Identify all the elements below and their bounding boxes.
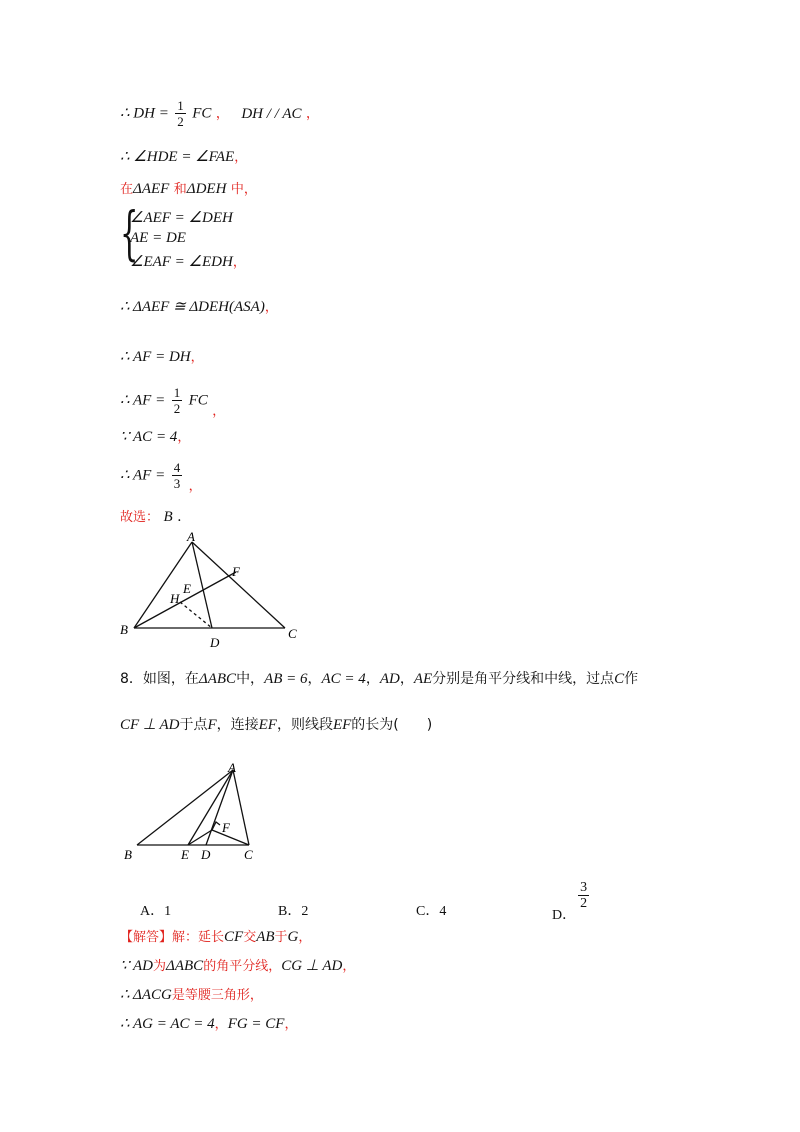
left-brace: { [120, 199, 139, 267]
question-math: AE [413, 671, 433, 687]
solution-text: 的角平分线， [203, 959, 282, 974]
figure-triangle-2 [112, 756, 272, 866]
fraction-denominator: 2 [580, 896, 588, 911]
comma: ， [232, 255, 246, 270]
option-d-label: D． [552, 907, 577, 923]
fraction-numerator: 1 [177, 98, 184, 113]
fraction-four-thirds [172, 460, 183, 491]
question-math: AC = 4 [321, 671, 366, 687]
label-e: E [181, 847, 189, 862]
system-row-1: ∠AEF = ∠DEH [130, 210, 233, 226]
solution-text: 为 [153, 959, 167, 974]
solution-math: CG ⊥ AD [281, 958, 343, 974]
period: . [177, 509, 182, 525]
question-text: 的长为 [351, 717, 394, 733]
step-math: ΔDEH [186, 181, 227, 197]
option-b[interactable] [278, 900, 308, 920]
solution-math: ∵ AD [120, 958, 154, 974]
comma: ， [234, 150, 248, 165]
step-af-dh [120, 348, 204, 367]
fraction-numerator: 4 [173, 460, 181, 475]
option-a-value: 1 [164, 904, 172, 919]
label-h: H [170, 591, 180, 606]
option-a[interactable] [140, 900, 171, 920]
answer-line [120, 508, 182, 527]
option-c[interactable] [416, 900, 446, 920]
comma: ， [264, 300, 278, 315]
question-text: ， [399, 671, 414, 687]
label-e: E [183, 581, 191, 596]
answer-label: 故选： [120, 510, 160, 525]
label-f: F [232, 564, 240, 579]
figure-triangle-1 [110, 530, 320, 650]
label-d: D [210, 635, 220, 650]
solution-math: G [287, 929, 299, 945]
solution-tag: 【解答】解：延长 [120, 930, 225, 945]
label-a: A [187, 530, 195, 544]
question-number: 8． [120, 671, 143, 687]
step-dh-half-fc [120, 98, 319, 129]
question-math: CF ⊥ AD [120, 717, 180, 733]
question-8-line-1 [120, 670, 638, 688]
label-d: D [201, 847, 211, 862]
step-in-triangles [120, 180, 257, 199]
solution-line-3 [120, 986, 263, 1005]
step-angle-hde [120, 148, 247, 167]
step-text: ∴ AF = DH [120, 349, 191, 365]
system-row-3 [130, 251, 246, 271]
option-b-value: 2 [301, 904, 309, 919]
segment-ad [192, 542, 212, 628]
system-row-3-text: ∠EAF = ∠EDH [130, 254, 233, 270]
label-b: B [120, 622, 128, 637]
solution-text: 交 [243, 930, 257, 945]
comma: ， [188, 478, 202, 494]
question-math: EF [332, 717, 352, 733]
label-a: A [228, 760, 236, 775]
question-text: 中， [236, 671, 265, 687]
step-text: FC [188, 392, 208, 409]
comma: ， [177, 430, 191, 445]
fraction-numerator: 3 [580, 880, 588, 895]
comma: ， [305, 106, 319, 122]
step-dh-parallel: DH / / AC [241, 105, 302, 122]
solution-math: ∴ AG = AC = 4 [120, 1016, 215, 1032]
option-a-label: A． [140, 904, 165, 919]
step-af-four-thirds [120, 460, 202, 494]
solution-math: ∴ ΔACG [120, 987, 172, 1003]
comma: ， [214, 1017, 228, 1032]
solution-math: AB [256, 929, 275, 945]
option-d-fraction [578, 880, 589, 911]
option-b-label: B． [278, 904, 302, 919]
answer-blank: ( ) [393, 717, 433, 733]
question-math: F [207, 717, 217, 733]
fraction-half [175, 98, 186, 129]
step-word: 中， [230, 182, 257, 197]
question-math: EF [258, 717, 277, 733]
question-math: AD [379, 671, 400, 687]
step-ac-4 [120, 428, 190, 447]
step-math: ΔAEF [133, 181, 170, 197]
question-text: ， [365, 671, 380, 687]
question-8-line-2 [120, 716, 432, 734]
solution-math: ΔABC [166, 958, 204, 974]
question-text: ， [307, 671, 322, 687]
solution-text: 是等腰三角形， [171, 988, 263, 1003]
comma: ， [190, 350, 204, 365]
fraction-half [172, 385, 183, 416]
solution-line-4 [120, 1015, 298, 1034]
comma: ， [298, 930, 312, 945]
question-text: 分别是角平分线和中线，过点 [432, 671, 615, 687]
label-c: C [288, 626, 297, 641]
step-text: ∴ AF = [120, 392, 166, 409]
question-text: 如图，在 [142, 671, 199, 687]
question-math: C [614, 671, 625, 687]
label-f: F [222, 820, 230, 835]
solution-math: CF [224, 929, 244, 945]
solution-math: FG = CF [227, 1016, 285, 1032]
question-math: ΔABC [198, 671, 237, 687]
answer-value: B [163, 509, 173, 525]
step-af-half-fc [120, 385, 226, 419]
segment-cf [212, 830, 249, 845]
system-row-2: AE = DE [130, 230, 186, 246]
question-math: AB = 6 [264, 671, 308, 687]
question-text: 作 [624, 671, 639, 687]
comma: ， [342, 959, 356, 974]
segment-ab [137, 770, 233, 845]
step-text: ∴ ∠HDE = ∠FAE [120, 149, 235, 165]
question-text: ，连接 [216, 717, 259, 733]
option-c-value: 4 [439, 904, 447, 919]
label-b: B [124, 847, 132, 862]
option-d[interactable] [552, 880, 591, 923]
fraction-numerator: 1 [173, 385, 181, 400]
solution-text: 于 [274, 930, 288, 945]
fraction-denominator: 2 [177, 114, 184, 129]
comma: ， [212, 403, 226, 419]
segment-ac [233, 770, 249, 845]
question-text: ，则线段 [276, 717, 333, 733]
step-dh-post: FC [192, 105, 212, 122]
comma: ， [215, 106, 229, 122]
step-text: ∵ AC = 4 [120, 429, 178, 445]
solution-line-2 [120, 957, 355, 976]
step-text: ∴ ΔAEF ≅ ΔDEH(ASA) [120, 299, 265, 315]
fraction-denominator: 2 [173, 401, 181, 416]
segment-ac [192, 542, 285, 628]
solution-line-1 [120, 928, 311, 947]
step-text: ∴ AF = [120, 467, 166, 484]
step-dh-pre: ∴ DH = [120, 105, 169, 122]
option-c-label: C． [416, 904, 440, 919]
step-word: 在 [120, 182, 134, 197]
question-text: 于点 [179, 717, 208, 733]
step-word: 和 [173, 182, 187, 197]
label-c: C [244, 847, 253, 862]
fraction-denominator: 3 [173, 476, 181, 491]
step-congruent [120, 298, 278, 317]
comma: ， [284, 1017, 298, 1032]
